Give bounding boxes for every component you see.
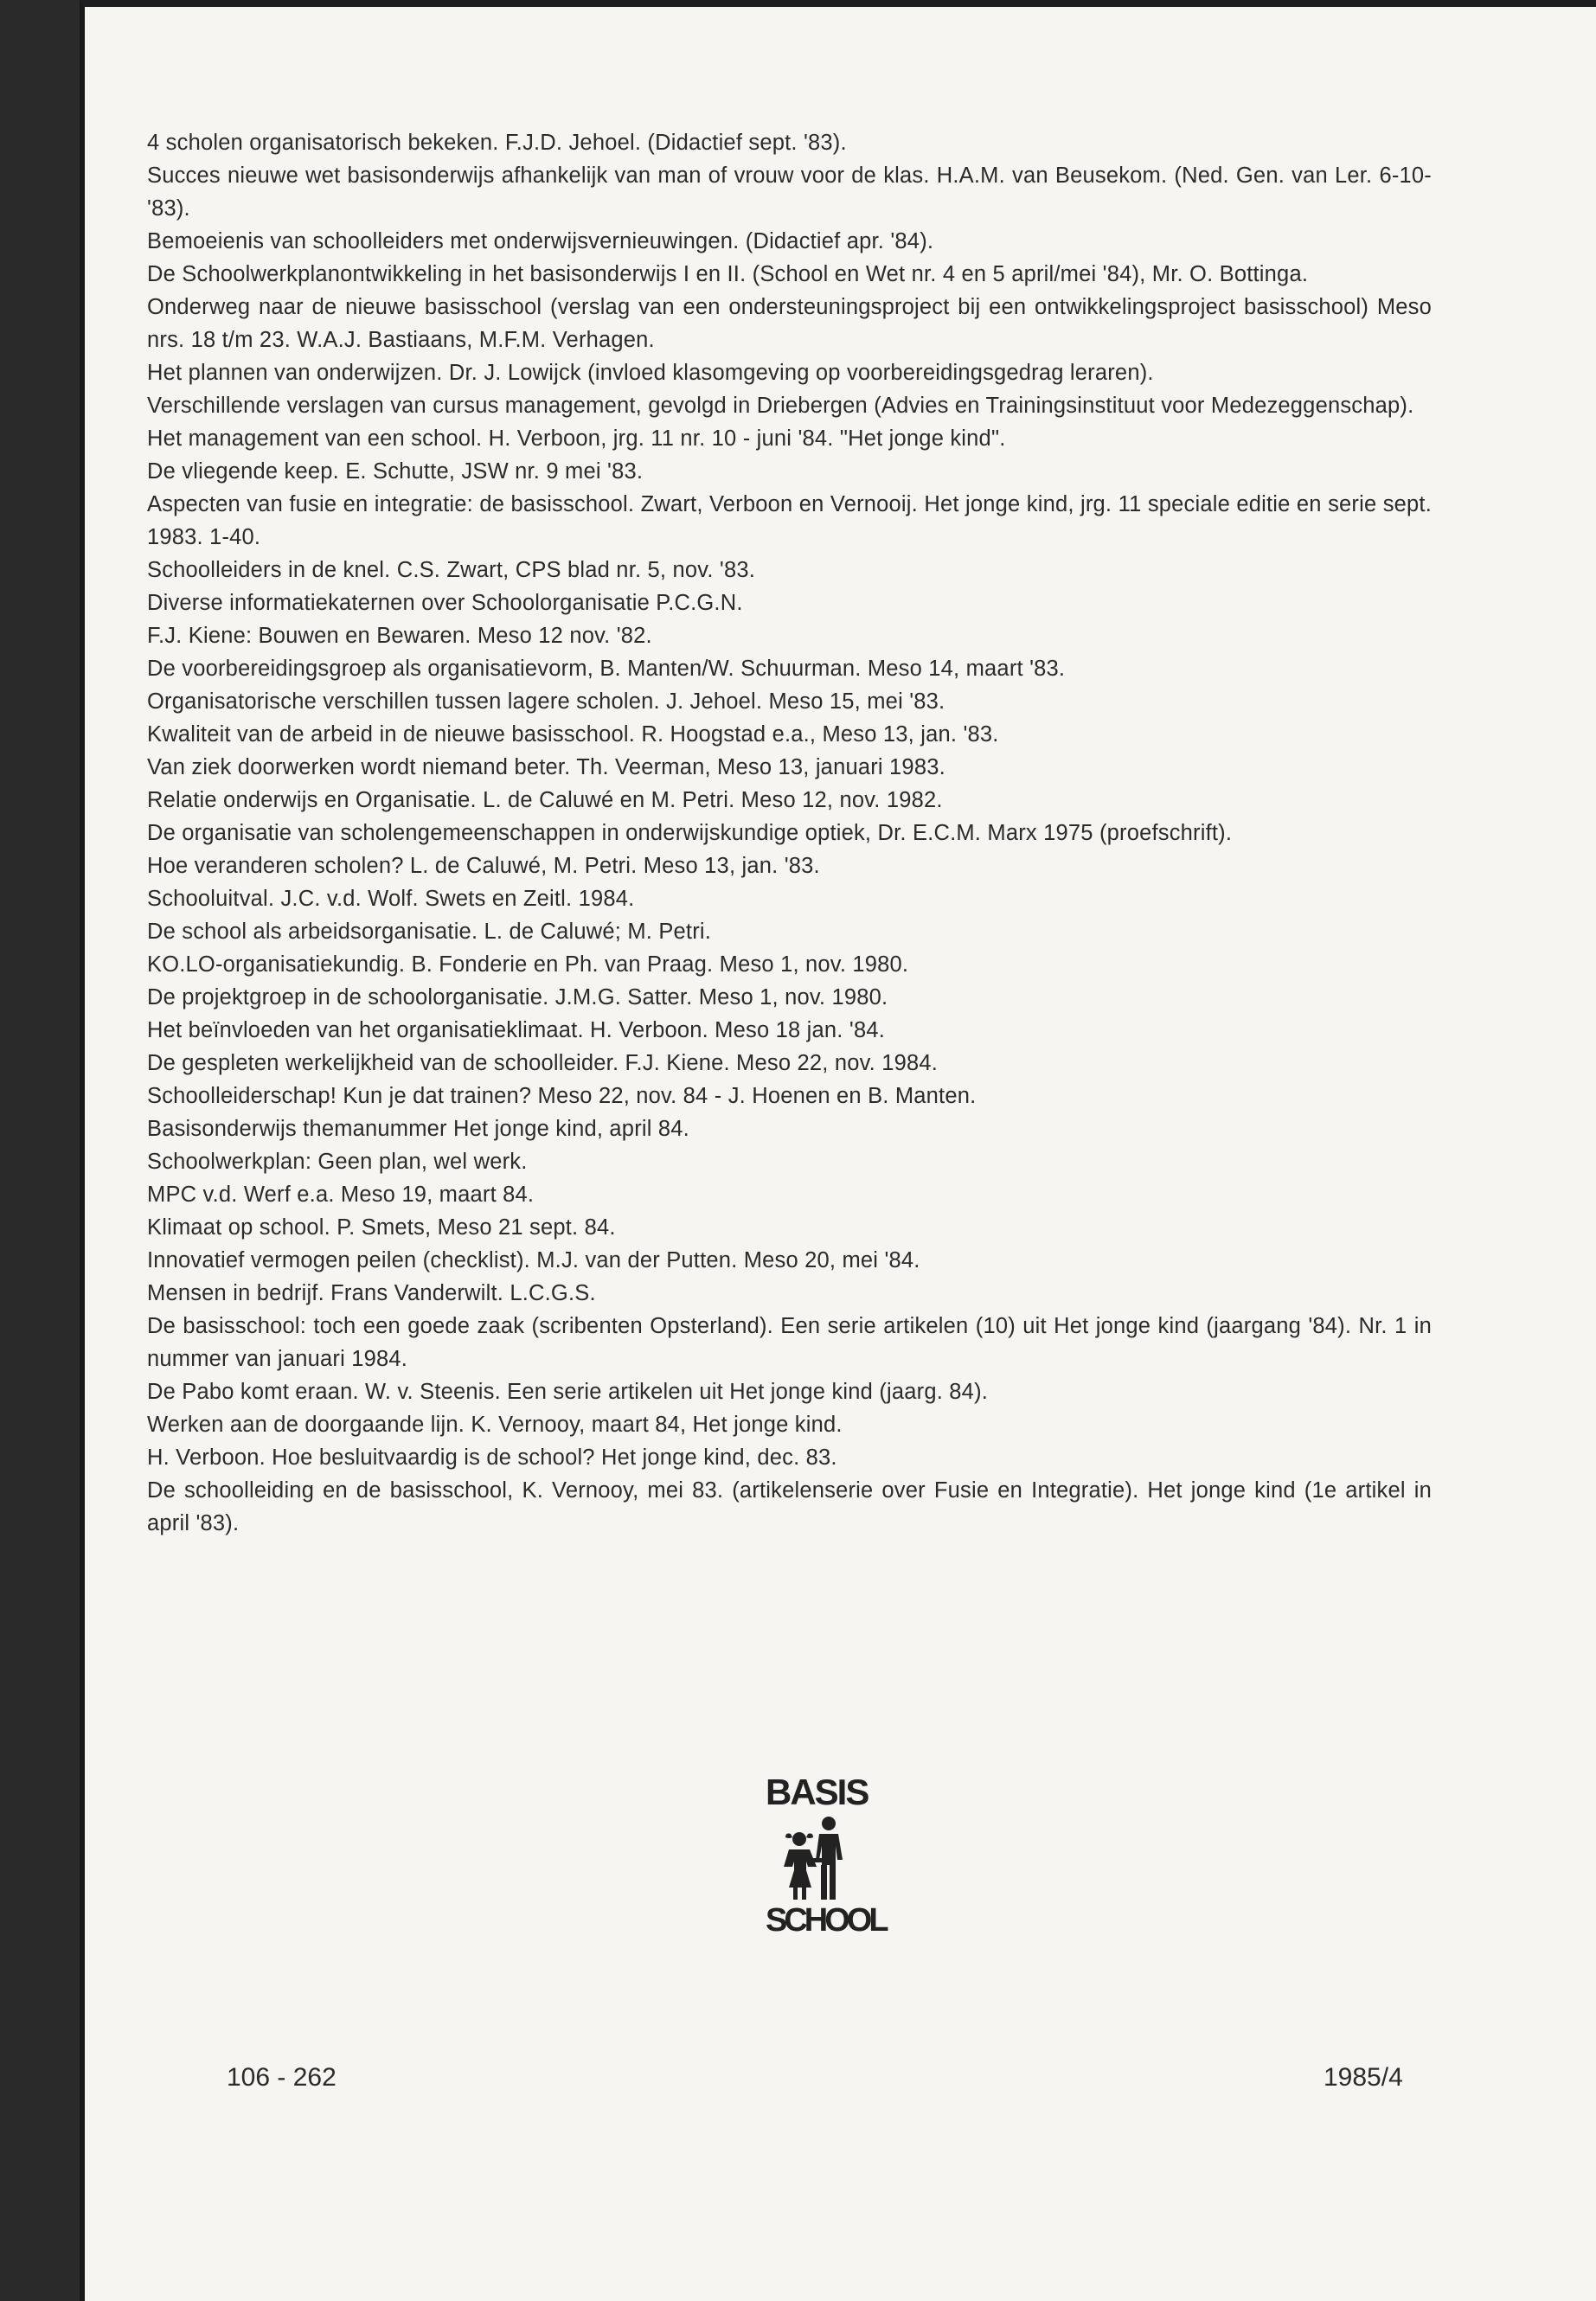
reference-item: Succes nieuwe wet basisonderwijs afhankelijk van man of vrouw voor de klas. H.A.M. van Beusekom. (Ned. Gen. van Ler. 6-10-'83). xyxy=(147,163,1432,221)
reference-item: Bemoeienis van schoolleiders met onderwijsvernieuwingen. (Didactief apr. '84). xyxy=(147,229,934,253)
reference-item: De Schoolwerkplanontwikkeling in het basisonderwijs I en II. (School en Wet nr. 4 en 5 april/mei '84), Mr. O. Bottinga. xyxy=(147,262,1309,286)
reference-item: De Pabo komt eraan. W. v. Steenis. Een serie artikelen uit Het jonge kind (jaarg. 84). xyxy=(147,1380,989,1404)
reference-item: Innovatief vermogen peilen (checklist). M.J. van der Putten. Meso 20, mei '84. xyxy=(147,1248,920,1272)
issue-number: 1985/4 xyxy=(1324,2063,1403,2092)
reference-item: MPC v.d. Werf e.a. Meso 19, maart 84. xyxy=(147,1183,535,1207)
reference-item: De voorbereidingsgroep als organisatievorm, B. Manten/W. Schuurman. Meso 14, maart '83. xyxy=(147,657,1066,681)
reference-item: Het plannen van onderwijzen. Dr. J. Lowijck (invloed klasomgeving op voorbereidingsgedrag leraren). xyxy=(147,361,1154,385)
child-and-adult-figures-icon xyxy=(779,1815,848,1901)
logo-top-word: BASIS xyxy=(766,1772,869,1812)
reference-item: Verschillende verslagen van cursus management, gevolgd in Driebergen (Advies en Trainingsinstituut voor Medezeggenschap). xyxy=(147,394,1414,418)
reference-item: De gespleten werkelijkheid van de schoolleider. F.J. Kiene. Meso 22, nov. 1984. xyxy=(147,1051,939,1075)
reference-item: H. Verboon. Hoe besluitvaardig is de school? Het jonge kind, dec. 83. xyxy=(147,1445,837,1470)
reference-item: De projektgroep in de schoolorganisatie. J.M.G. Satter. Meso 1, nov. 1980. xyxy=(147,985,888,1009)
reference-item: Schooluitval. J.C. v.d. Wolf. Swets en Zeitl. 1984. xyxy=(147,887,635,911)
reference-item: Diverse informatiekaternen over Schoolorganisatie P.C.G.N. xyxy=(147,591,743,615)
reference-item: Mensen in bedrijf. Frans Vanderwilt. L.C.G.S. xyxy=(147,1281,596,1305)
reference-item: Kwaliteit van de arbeid in de nieuwe basisschool. R. Hoogstad e.a., Meso 13, jan. '83. xyxy=(147,722,999,747)
reference-item: Het beïnvloeden van het organisatieklimaat. H. Verboon. Meso 18 jan. '84. xyxy=(147,1018,885,1042)
reference-item: De vliegende keep. E. Schutte, JSW nr. 9 mei '83. xyxy=(147,459,644,484)
reference-item: Relatie onderwijs en Organisatie. L. de Caluwé en M. Petri. Meso 12, nov. 1982. xyxy=(147,788,943,812)
reference-item: Onderweg naar de nieuwe basisschool (verslag van een ondersteuningsproject bij een ontwikkelingsproject basisschool) Meso nrs. 18 t/m 23. W.A.J. Bastiaans, M.F.M. Verhagen. xyxy=(147,295,1432,352)
reference-item: De basisschool: toch een goede zaak (scribenten Opsterland). Een serie artikelen (10) uit Het jonge kind (jaargang '84). Nr. 1 in nummer van januari 1984. xyxy=(147,1314,1432,1371)
reference-item: F.J. Kiene: Bouwen en Bewaren. Meso 12 nov. '82. xyxy=(147,624,652,648)
reference-item: Basisonderwijs themanummer Het jonge kind, april 84. xyxy=(147,1117,689,1141)
reference-item: Schoolleiders in de knel. C.S. Zwart, CPS blad nr. 5, nov. '83. xyxy=(147,558,756,582)
reference-item: Klimaat op school. P. Smets, Meso 21 sept. 84. xyxy=(147,1215,616,1240)
reference-item: KO.LO-organisatiekundig. B. Fonderie en Ph. van Praag. Meso 1, nov. 1980. xyxy=(147,952,909,977)
reference-item: De school als arbeidsorganisatie. L. de Caluwé; M. Petri. xyxy=(147,920,712,944)
page-number: 106 - 262 xyxy=(227,2063,337,2092)
reference-item: Schoolwerkplan: Geen plan, wel werk. xyxy=(147,1150,528,1174)
reference-item: De schoolleiding en de basisschool, K. Vernooy, mei 83. (artikelenserie over Fusie en Integratie). Het jonge kind (1e artikel in april '83). xyxy=(147,1478,1432,1535)
reference-item: De organisatie van scholengemeenschappen in onderwijskundige optiek, Dr. E.C.M. Marx 1975 (proefschrift). xyxy=(147,821,1233,845)
logo-bottom-word: SCHOOL xyxy=(766,1902,886,1939)
reference-item: 4 scholen organisatorisch bekeken. F.J.D. Jehoel. (Didactief sept. '83). xyxy=(147,131,847,155)
reference-item: Het management van een school. H. Verboon, jrg. 11 nr. 10 - juni '84. "Het jonge kind". xyxy=(147,426,1006,451)
reference-item: Van ziek doorwerken wordt niemand beter. Th. Veerman, Meso 13, januari 1983. xyxy=(147,755,945,779)
reference-item: Organisatorische verschillen tussen lagere scholen. J. Jehoel. Meso 15, mei '83. xyxy=(147,689,945,714)
reference-item: Werken aan de doorgaande lijn. K. Vernooy, maart 84, Het jonge kind. xyxy=(147,1413,843,1437)
reference-item: Schoolleiderschap! Kun je dat trainen? Meso 22, nov. 84 - J. Hoenen en B. Manten. xyxy=(147,1084,977,1108)
reference-item: Hoe veranderen scholen? L. de Caluwé, M. Petri. Meso 13, jan. '83. xyxy=(147,854,820,878)
reference-item: Aspecten van fusie en integratie: de basisschool. Zwart, Verboon en Vernooij. Het jonge kind, jrg. 11 speciale editie en serie sept. 1983. 1-40. xyxy=(147,492,1432,549)
reference-list xyxy=(147,126,1432,1540)
basisschool-logo xyxy=(766,1772,886,1955)
